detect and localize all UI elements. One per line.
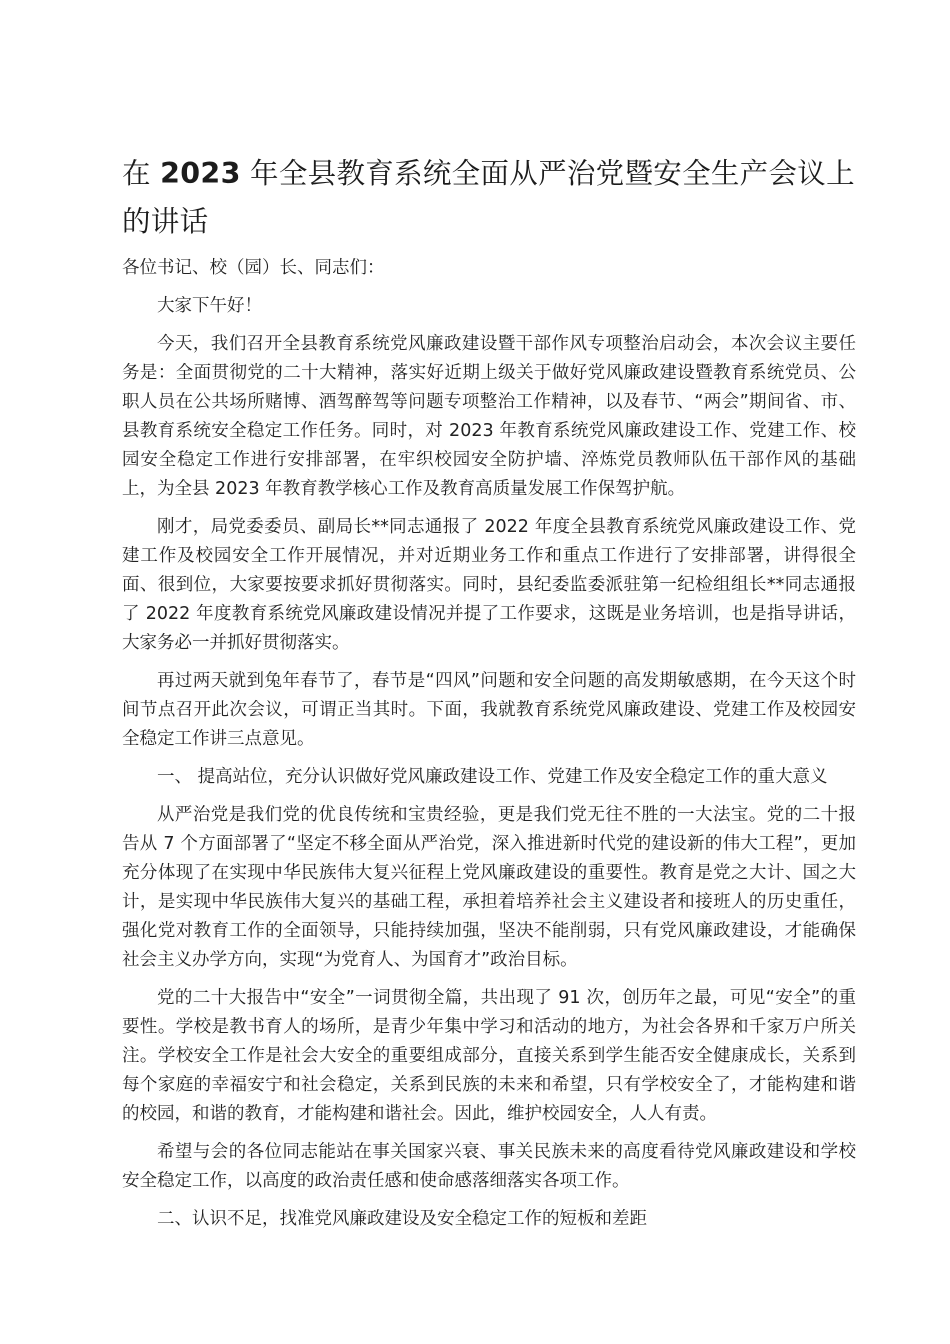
title-year: 2023 [160,157,241,190]
salutation: 各位书记、校（园）长、同志们： [122,258,385,278]
section-heading-2: 二、认识不足，找准党风廉政建设及安全稳定工作的短板和差距 [157,1209,647,1229]
title-rest: 年全县教育系统全面从严治党暨安全生产会议上的讲话 [122,157,855,238]
paragraph: 希望与会的各位同志能站在事关国家兴衰、事关民族未来的高度看待党风廉政建设和学校安全稳定工作，以高度的政治责任感和使命感落细落实各项工作。 [122,1142,856,1191]
paragraph: 今天，我们召开全县教育系统党风廉政建设暨干部作风专项整治启动会，本次会议主要任务是：全面贯彻党的二十大精神，落实好近期上级关于做好党风廉政建设暨教育系统党员、公职人员在公共场所赌博、酒驾醉驾等问题专项整治工作精神，以及春节、“两会”期间省、市、县教育系统安全稳定工作任务。同时，对 2023 年教育系统党风廉政建设工作、党建工作、校园安全稳定工作进行安排部署，在牢织校园安全防护墙、淬炼党员教师队伍干部作风的基础上，为全县 2023 年教育教学核心工作及教育高质量发展工作保驾护航。 [122,334,856,499]
paragraph: 党的二十大报告中“安全”一词贯彻全篇，共出现了 91 次，创历年之最，可见“安全”的重要性。学校是教书育人的场所，是青少年集中学习和活动的地方，为社会各界和千家万户所关注。学校安全工作是社会大安全的重要组成部分，直接关系到学生能否安全健康成长，关系到每个家庭的幸福安宁和社会稳定，关系到民族的未来和希望，只有学校安全了，才能构建和谐的校园，和谐的教育，才能构建和谐社会。因此，维护校园安全，人人有责。 [122,988,856,1124]
paragraph: 从严治党是我们党的优良传统和宝贵经验，更是我们党无往不胜的一大法宝。党的二十报告从 7 个方面部署了“坚定不移全面从严治党，深入推进新时代党的建设新的伟大工程”，更加充分体现了在实现中华民族伟大复兴征程上党风廉政建设的重要性。教育是党之大计、国之大计，是实现中华民族伟大复兴的基础工程，承担着培养社会主义建设者和接班人的历史重任，强化党对教育工作的全面领导，只能持续加强，坚决不能削弱，只有党风廉政建设，才能确保社会主义办学方向，实现“为党育人、为国育才”政治目标。 [122,805,856,970]
document-title [122,150,856,246]
greeting: 大家下午好！ [157,296,262,316]
section-heading-1: 一、 提高站位，充分认识做好党风廉政建设工作、党建工作及安全稳定工作的重大意义 [157,767,828,787]
paragraph: 刚才，局党委委员、副局长**同志通报了 2022 年度全县教育系统党风廉政建设工作、党建工作及校园安全工作开展情况，并对近期业务工作和重点工作进行了安排部署，讲得很全面、很到位，大家要按要求抓好贯彻落实。同时，县纪委监委派驻第一纪检组组长**同志通报了 2022 年度教育系统党风廉政建设情况并提了工作要求，这既是业务培训，也是指导讲话，大家务必一并抓好贯彻落实。 [122,517,856,653]
paragraph: 再过两天就到兔年春节了，春节是“四风”问题和安全问题的高发期敏感期，在今天这个时间节点召开此次会议，可谓正当其时。下面，我就教育系统党风廉政建设、党建工作及校园安全稳定工作讲三点意见。 [122,671,856,749]
title-prefix: 在 [122,157,161,190]
document-body [122,150,856,1243]
